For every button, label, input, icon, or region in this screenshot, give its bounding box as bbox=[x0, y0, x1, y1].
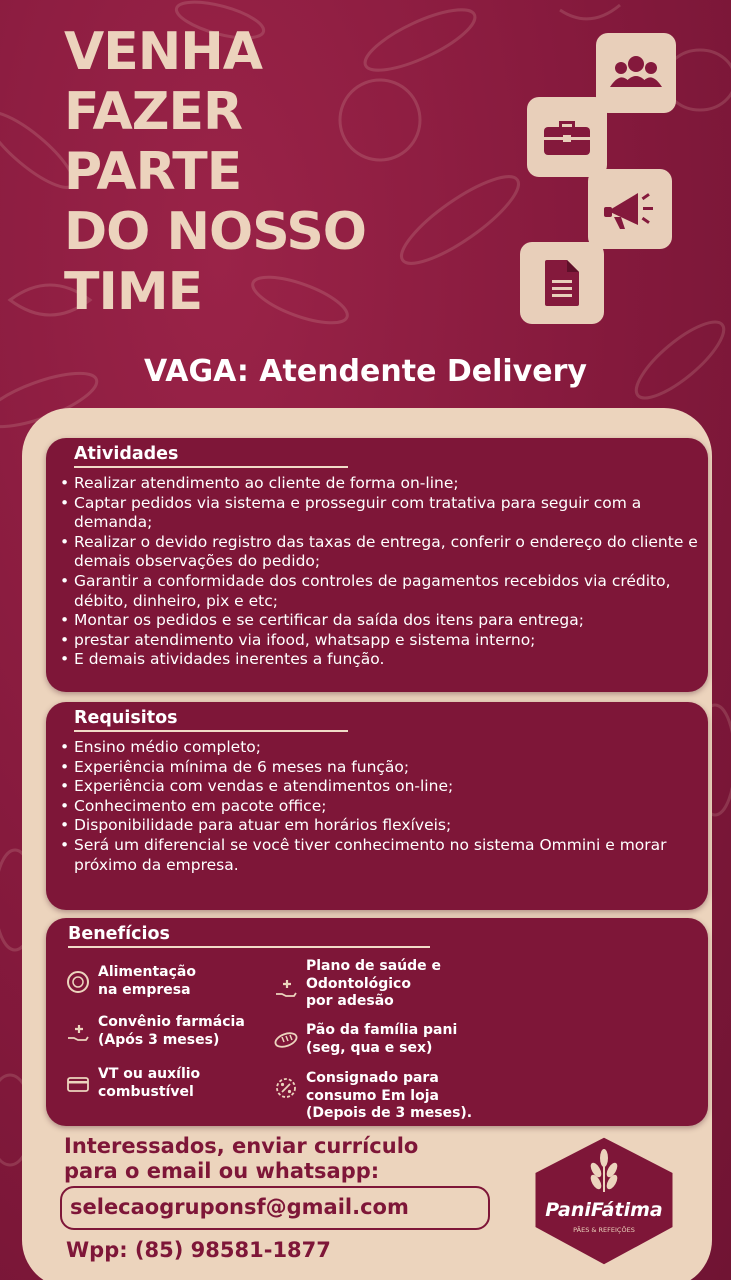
requirements-list bbox=[60, 738, 708, 875]
panifatima-logo bbox=[522, 1130, 687, 1270]
bread-icon bbox=[274, 1028, 298, 1052]
benefit-label: Consignado para consumo Em loja (Depois de 3 meses). bbox=[306, 1070, 473, 1121]
benefit-item bbox=[274, 958, 441, 1011]
list-item: • Ensino médio completo; bbox=[60, 738, 708, 758]
benefits-heading: Benefícios bbox=[68, 924, 430, 948]
megaphone-tile bbox=[588, 169, 672, 249]
team-tile bbox=[596, 33, 676, 113]
benefit-label: Alimentação na empresa bbox=[98, 964, 196, 998]
requirements-heading: Requisitos bbox=[74, 708, 348, 732]
headline-line: VENHA bbox=[64, 22, 263, 82]
headline-line: PARTE bbox=[64, 142, 242, 202]
benefit-item bbox=[66, 1014, 245, 1049]
benefit-item bbox=[66, 964, 196, 999]
headline-line: FAZER bbox=[64, 82, 243, 142]
headline bbox=[64, 22, 366, 322]
list-item: • Experiência com vendas e atendimentos on-line; bbox=[60, 777, 708, 797]
headline-line: DO NOSSO bbox=[64, 202, 366, 262]
logo-tagline: PÃES & REFEIÇÕES bbox=[573, 1226, 635, 1234]
benefit-label: Convênio farmácia (Após 3 meses) bbox=[98, 1014, 245, 1048]
benefit-label: Plano de saúde e Odontológico por adesão bbox=[306, 958, 441, 1009]
list-item: • Montar os pedidos e se certificar da saída dos itens para entrega; bbox=[60, 611, 708, 631]
requirements-panel bbox=[46, 702, 708, 910]
team-icon bbox=[610, 53, 662, 93]
job-title: VAGA: Atendente Delivery bbox=[144, 354, 587, 389]
list-item: • E demais atividades inerentes a função. bbox=[60, 650, 708, 670]
list-item: • Captar pedidos via sistema e prosseguir com tratativa para seguir com a demanda; bbox=[60, 494, 708, 533]
card-icon bbox=[66, 1072, 90, 1096]
activities-panel bbox=[46, 438, 708, 692]
activities-list bbox=[60, 474, 708, 670]
benefit-item bbox=[274, 1070, 472, 1123]
pharmacy-icon bbox=[66, 1020, 90, 1044]
list-item: • Será um diferencial se você tiver conhecimento no sistema Ommini e morar próximo da empresa. bbox=[60, 836, 708, 875]
benefit-label: VT ou auxílio combustível bbox=[98, 1066, 201, 1100]
megaphone-icon bbox=[604, 187, 656, 231]
list-item: • Conhecimento em pacote office; bbox=[60, 797, 708, 817]
document-tile bbox=[520, 242, 604, 324]
contact-instructions: Interessados, enviar currículo para o email ou whatsapp: bbox=[64, 1134, 419, 1183]
document-icon bbox=[543, 258, 581, 308]
list-item: • Garantir a conformidade dos controles de pagamentos recebidos via crédito, débito, dinheiro, pix e etc; bbox=[60, 572, 708, 611]
list-item: • Disponibilidade para atuar em horários flexíveis; bbox=[60, 816, 708, 836]
whatsapp-number[interactable]: Wpp: (85) 98581-1877 bbox=[66, 1238, 331, 1262]
headline-line: TIME bbox=[64, 262, 203, 322]
benefit-item bbox=[66, 1066, 200, 1101]
benefit-label: Pão da família pani (seg, qua e sex) bbox=[306, 1022, 458, 1056]
list-item: • prestar atendimento via ifood, whatsapp e sistema interno; bbox=[60, 631, 708, 651]
email-address[interactable]: selecaogruponsf@gmail.com bbox=[60, 1186, 490, 1230]
briefcase-icon bbox=[542, 117, 592, 157]
logo-name: PaniFátima bbox=[545, 1199, 663, 1221]
briefcase-tile bbox=[527, 97, 607, 177]
list-item: • Realizar atendimento ao cliente de forma on-line; bbox=[60, 474, 708, 494]
list-item: • Experiência mínima de 6 meses na função; bbox=[60, 758, 708, 778]
list-item: • Realizar o devido registro das taxas de entrega, conferir o endereço do cliente e demais observações do pedido; bbox=[60, 533, 708, 572]
health-plan-icon bbox=[274, 976, 298, 1000]
benefit-item bbox=[274, 1022, 457, 1057]
benefits-panel bbox=[46, 918, 708, 1126]
meal-icon bbox=[66, 970, 90, 994]
discount-icon bbox=[274, 1076, 298, 1100]
activities-heading: Atividades bbox=[74, 444, 348, 468]
